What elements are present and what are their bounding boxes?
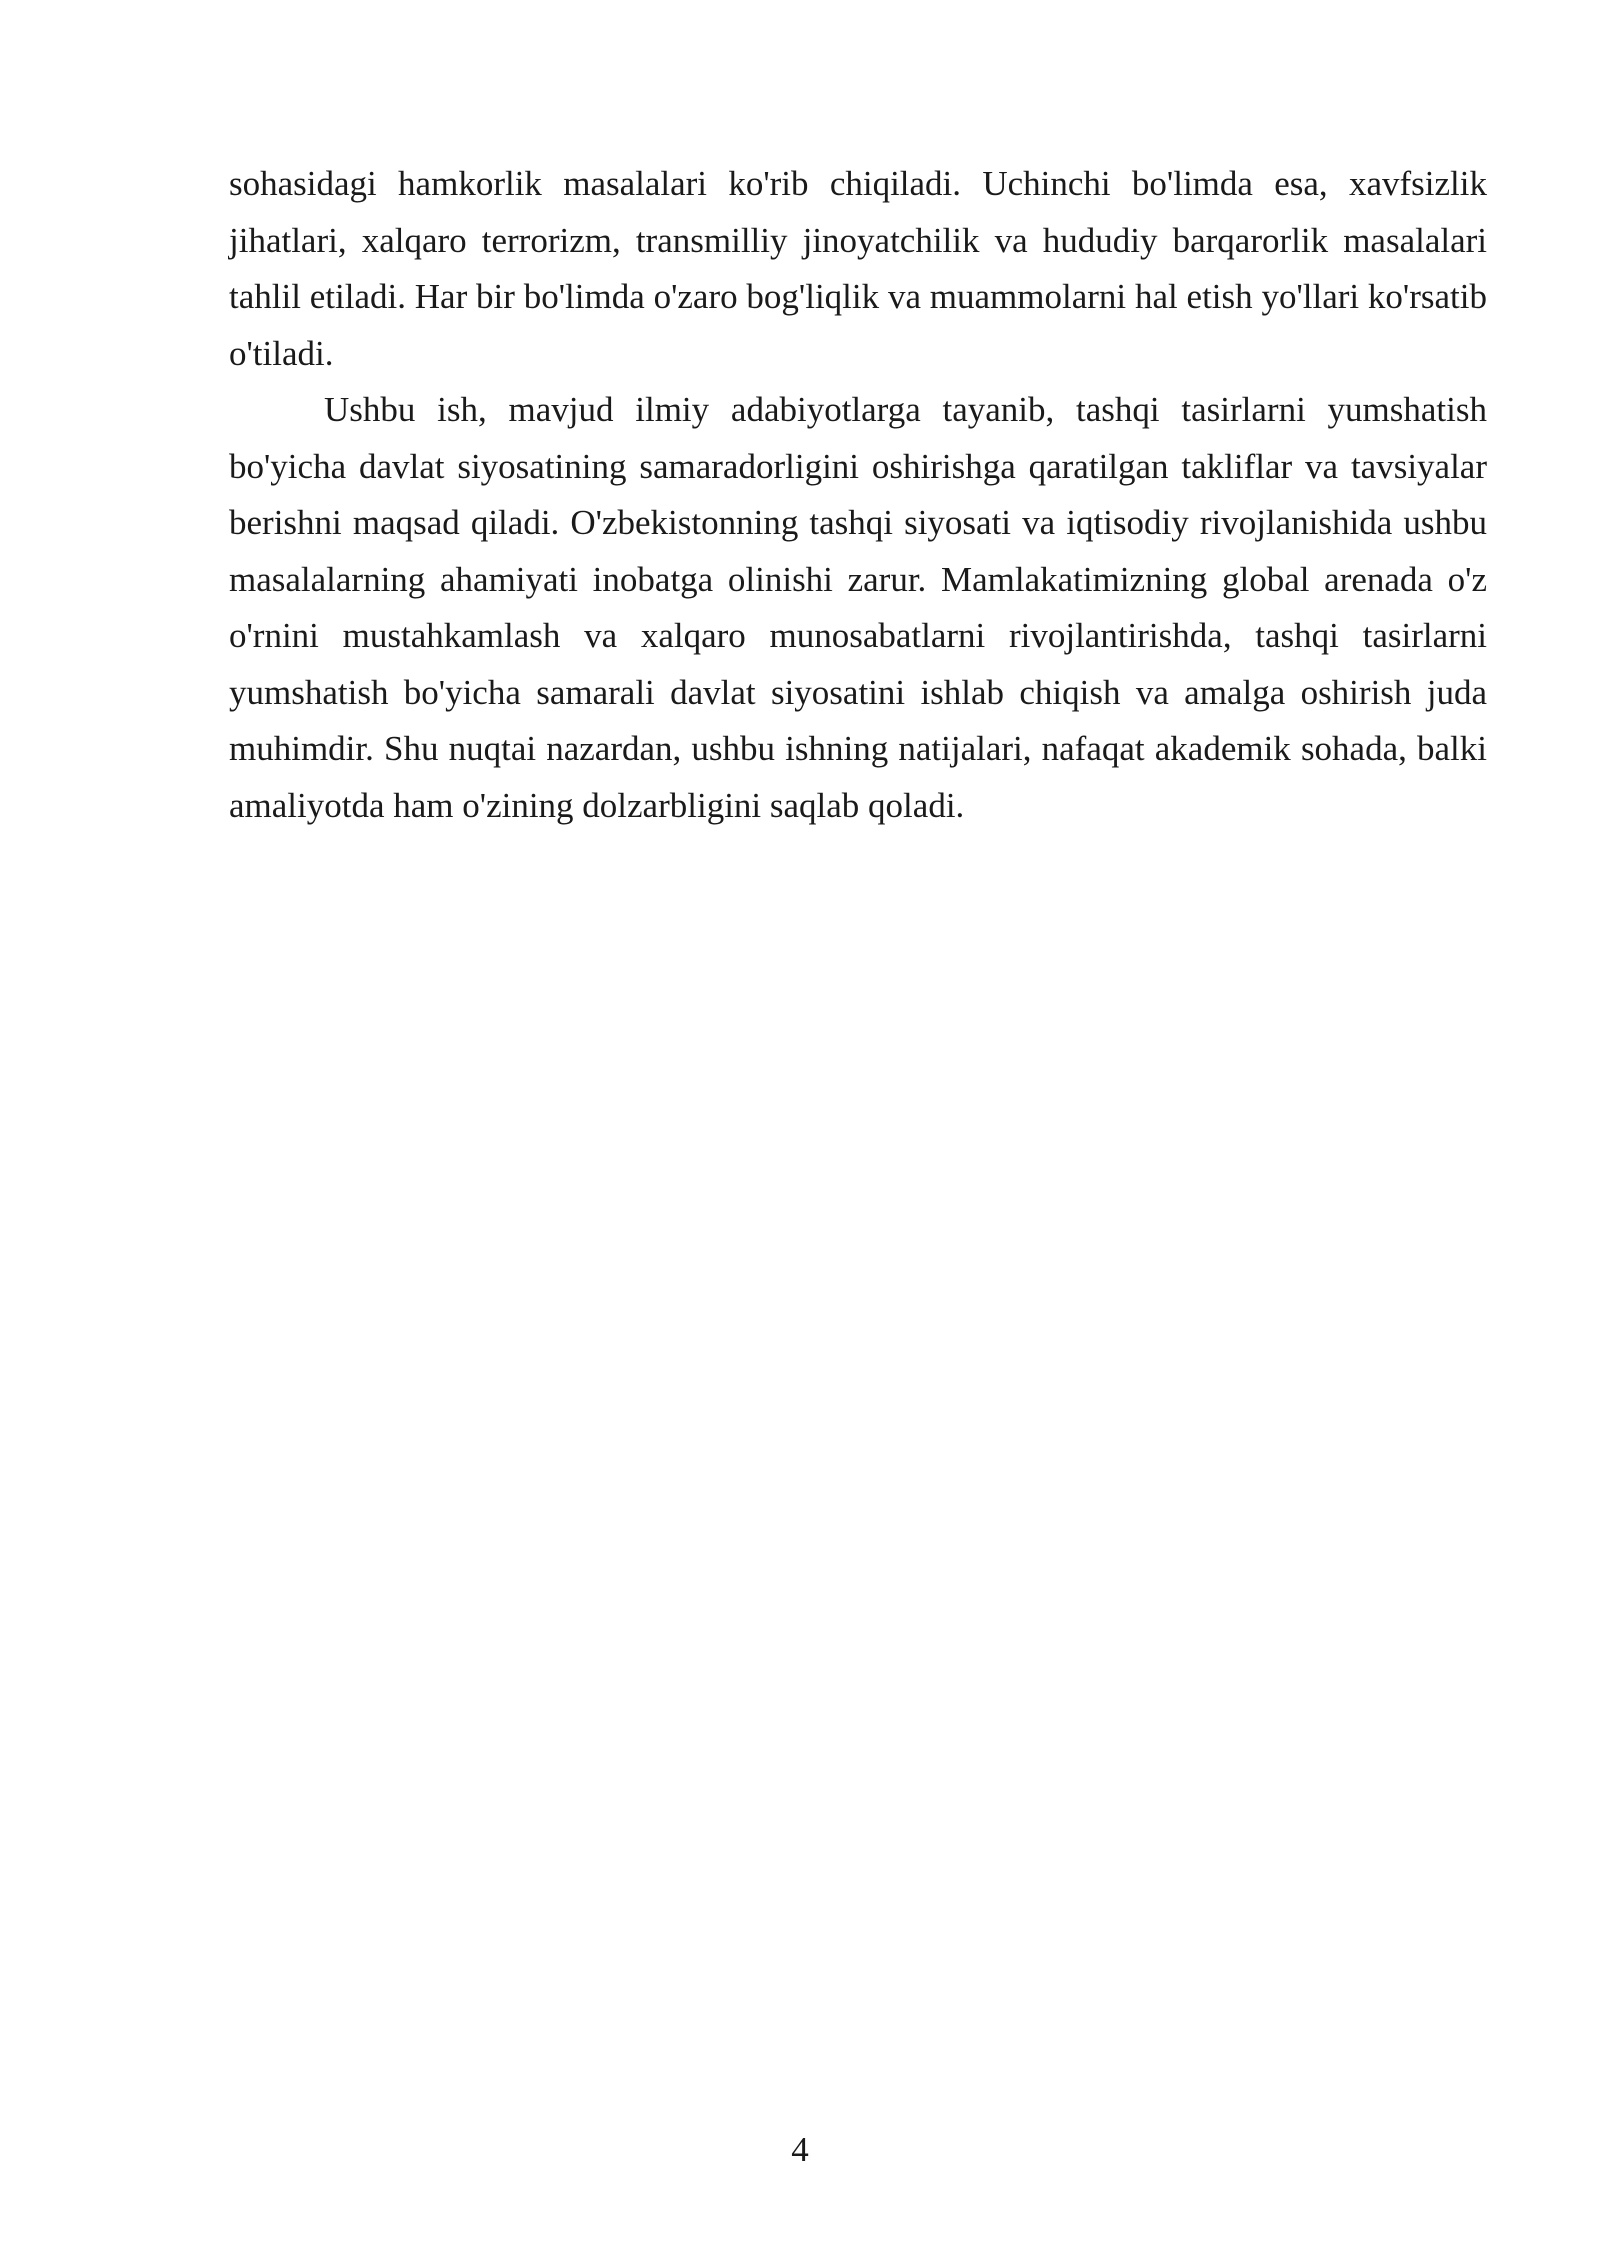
page-number: 4 [791,2130,809,2169]
paragraph-main: Ushbu ish, mavjud ilmiy adabiyotlarga tayanib, tashqi tasirlarni yumshatish bo'yicha davlat siyosatining samaradorligini oshirishga qaratilgan takliflar va tavsiyalar berishni maqsad qiladi. O'zbekistonning tashqi siyosati va iqtisodiy rivojlanishida ushbu masalalarning ahamiyati inobatga olinishi zarur. Mamlakatimizning global arenada o'z o'rnini mustahkamlash va xalqaro munosabatlarni rivojlantirishda, tashqi tasirlarni yumshatish bo'yicha samarali davlat siyosatini ishlab chiqish va amalga oshirish juda muhimdir. Shu nuqtai nazardan, ushbu ishning natijalari, nafaqat akademik sohada, balki amaliyotda ham o'zining dolzarbligini saqlab qoladi. [229,390,1487,825]
body-text [229,156,1487,834]
paragraph-continuation: sohasidagi hamkorlik masalalari ko'rib chiqiladi. Uchinchi bo'limda esa, xavfsizlik jihatlari, xalqaro terrorizm, transmilliy jinoyatchilik va hududiy barqarorlik masalalari tahlil etiladi. Har bir bo'limda o'zaro bog'liqlik va muammolarni hal etish yo'llari ko'rsatib o'tiladi. [229,164,1487,373]
